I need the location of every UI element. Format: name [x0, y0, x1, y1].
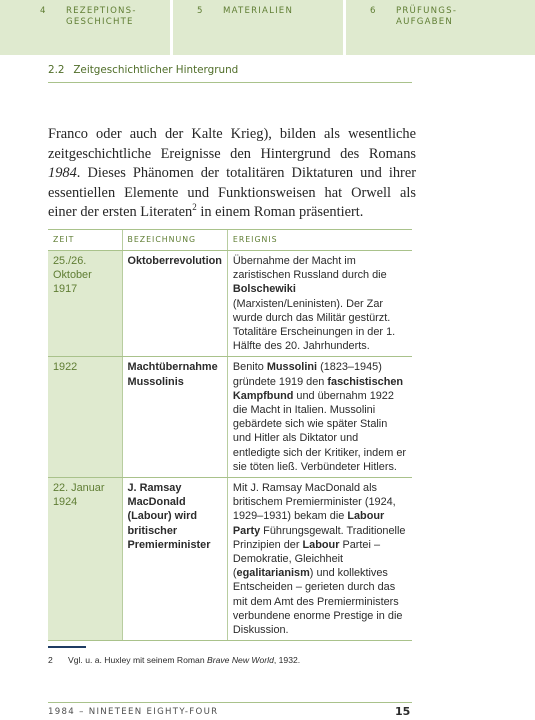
footnote-text: Vgl. u. a. Huxley mit seinem Roman [68, 655, 207, 665]
footnote-number: 2 [48, 655, 53, 665]
nav-tab-rezeptionsgeschichte[interactable] [0, 0, 173, 55]
chronology-table [48, 229, 412, 641]
tab-label-line2: GESCHICHTE [66, 17, 134, 27]
cell-bezeichnung: Machtübernahme Mussolinis [122, 357, 227, 478]
footer-divider [48, 702, 412, 703]
nav-tab-pruefungsaufgaben[interactable] [346, 0, 535, 55]
event-keyword: Mussolini [266, 361, 318, 374]
tab-number: 4 [40, 6, 47, 16]
section-number: 2.2 [48, 64, 65, 76]
event-keyword: Labour [302, 538, 340, 551]
body-paragraph [48, 125, 416, 223]
tab-label-line1: MATERIALIEN [223, 6, 294, 16]
page-number: 15 [395, 705, 411, 718]
nav-tab-materialien[interactable] [173, 0, 346, 55]
footnote [48, 655, 300, 665]
tab-number: 6 [370, 6, 377, 16]
section-heading [48, 64, 412, 76]
cell-ereignis [227, 478, 412, 641]
tab-label-line2: AUFGABEN [396, 17, 454, 27]
cell-zeit: 1922 [48, 357, 122, 478]
running-footer-title: 1984 – NINETEEN EIGHTY-FOUR [48, 707, 219, 717]
event-text: (1823–1945) gründete 1919 den [232, 361, 382, 388]
tab-label-line1: REZEPTIONS- [66, 6, 137, 16]
event-text: Partei – Demokratie, Gleichheit ( [232, 538, 380, 580]
column-header-bezeichnung: BEZEICHNUNG [122, 230, 227, 251]
tab-label-line1: PRÜFUNGS- [396, 6, 458, 16]
tab-number: 5 [197, 6, 204, 16]
cell-zeit: 25./26. Oktober 1917 [48, 251, 122, 357]
table-row [48, 357, 412, 478]
event-text: Mit J. Ramsay MacDonald als britischem Premierminister (1924, 1929–1931) bekam die [232, 482, 396, 523]
section-divider [48, 82, 412, 83]
cell-zeit: 22. Januar 1924 [48, 478, 122, 641]
event-text: und übernahm 1922 die Macht in Italien. Mussolini gebärdete sich wie später Stalin und Hitler als Diktator und entledigte sich der Kritiker, indem er sie töten ließ. Verbündeter Hitlers. [232, 389, 407, 473]
event-keyword: Bolschewiki [232, 283, 296, 296]
table-row [48, 478, 412, 641]
body-text: . Dieses Phänomen der totalitären Diktaturen und ihrer essentiellen Elemente und Funktionsweisen hat Orwell als einer der ersten Literaten [48, 165, 416, 221]
cell-ereignis [227, 251, 412, 357]
event-text: ) und kollektives Entscheiden – gerieten durch das mit dem Amt des Premierministers verbundene enorme Prestige in die Diskussion. [232, 567, 403, 637]
column-header-zeit: ZEIT [48, 230, 122, 251]
footnote-text-end: , 1932. [273, 655, 301, 665]
table-header-row [48, 230, 412, 251]
event-text: (Marxisten/Leninisten). Der Zar wurde durch das Militär gestürzt. Totalitäre Erscheinungen in der 1. Hälfte des 20. Jahrhunderts. [232, 297, 396, 353]
table-row [48, 251, 412, 357]
event-keyword: faschistischen Kampfbund [232, 375, 404, 402]
cell-bezeichnung: J. Ramsay MacDonald (Labour) wird britischer Premierminister [122, 478, 227, 641]
novel-title: 1984 [48, 165, 77, 182]
section-title: Zeitgeschichtlicher Hintergrund [73, 64, 239, 76]
event-keyword: egalitarianism [236, 567, 310, 580]
event-text: Führungsgewalt. Traditionelle Prinzipien der [232, 524, 406, 551]
footnote-reference[interactable]: 2 [192, 202, 197, 213]
cell-ereignis [227, 357, 412, 478]
chapter-navigation [0, 0, 535, 55]
column-header-ereignis: EREIGNIS [227, 230, 412, 251]
body-text: in einem Roman präsentiert. [196, 204, 364, 221]
footnote-work-title: Brave New World [207, 655, 274, 665]
event-keyword: Labour Party [232, 510, 385, 537]
cell-bezeichnung: Oktoberrevolution [122, 251, 227, 357]
event-text: Übernahme der Macht im zaristischen Russland durch die [232, 255, 387, 282]
event-text: Benito [232, 361, 267, 374]
footnote-separator [48, 646, 86, 648]
body-text: Franco oder auch der Kalte Krieg), bilden als wesentliche zeitgeschichtliche Ereignisse den Hintergrund des Romans [48, 126, 416, 162]
